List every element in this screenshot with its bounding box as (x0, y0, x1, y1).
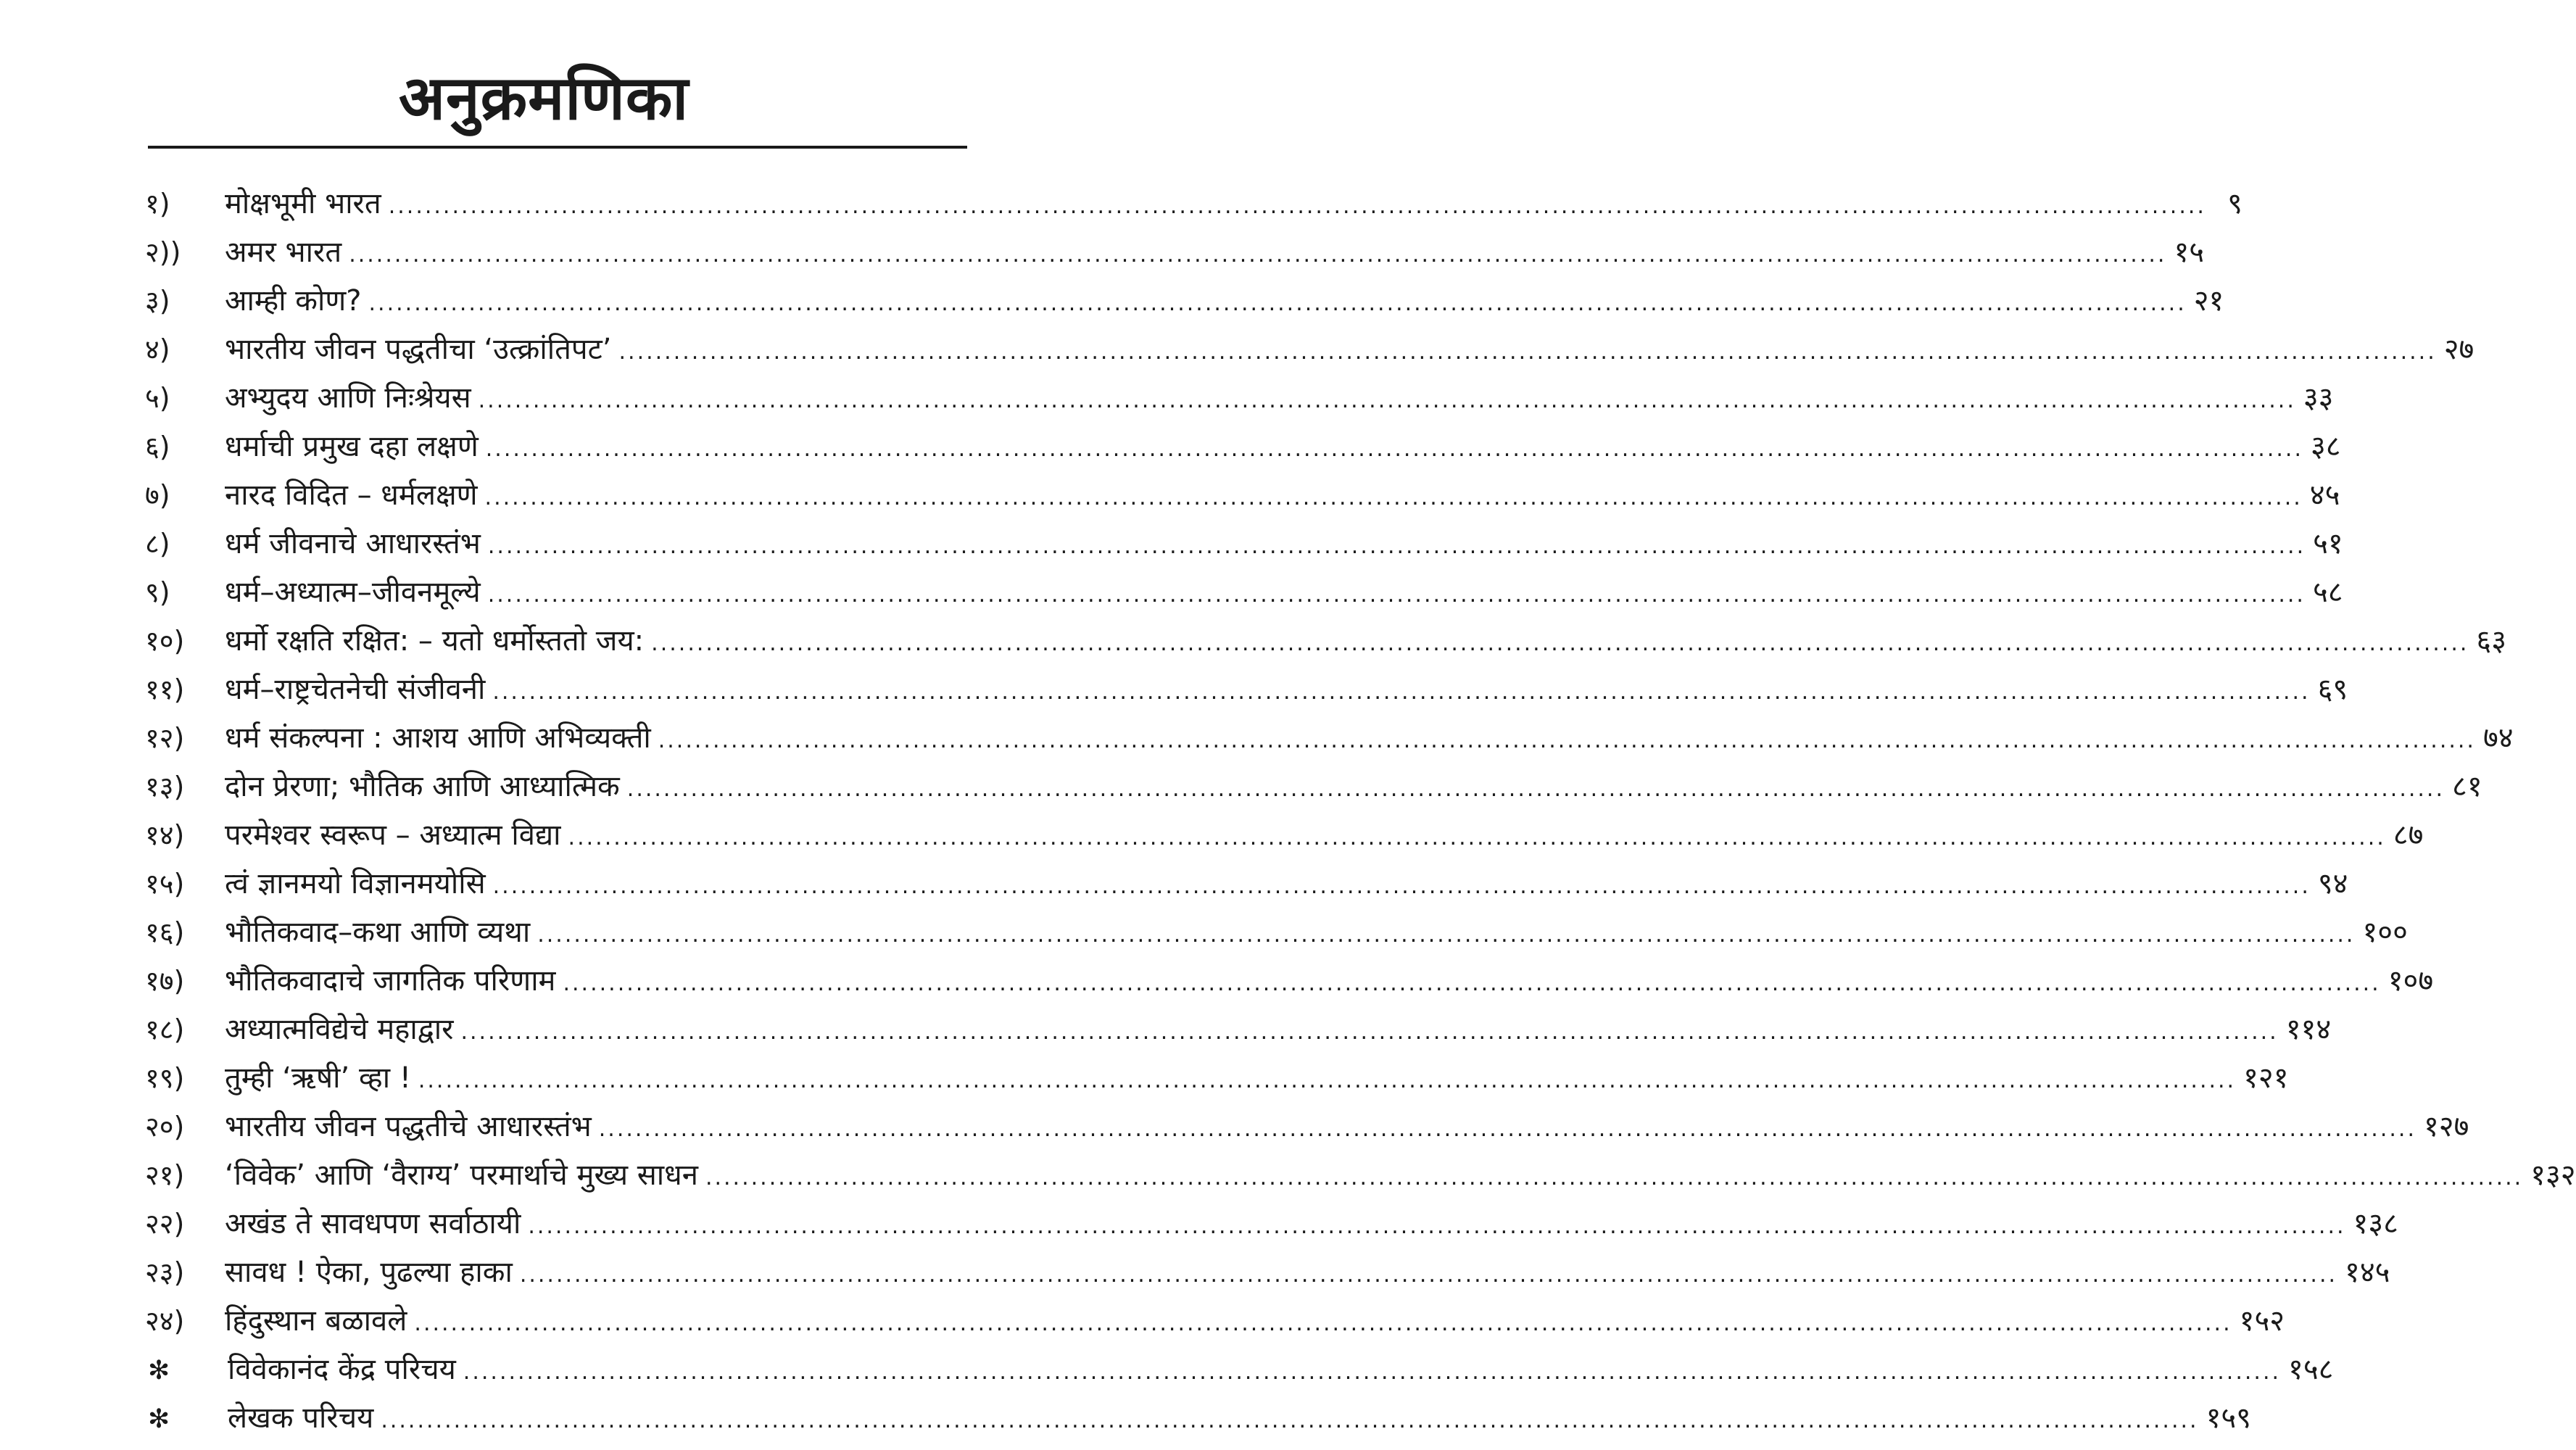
entry-title: भौतिकवाद–कथा आणि व्यथा (225, 916, 531, 949)
entry-number: २४) (145, 1305, 185, 1337)
dot-leader (479, 376, 2296, 425)
entry-page-number: ५८ (2312, 576, 2343, 609)
dot-leader (488, 522, 2306, 571)
dot-leader (488, 571, 2306, 619)
toc-entry (145, 714, 2514, 763)
dot-leader (369, 279, 2187, 328)
entry-number: १६) (145, 916, 185, 948)
entry-title: धर्म–अध्यात्म–जीवनमूल्ये (225, 576, 481, 609)
entry-page-number: २७ (2443, 333, 2474, 366)
entry-page-number: ९४ (2317, 867, 2348, 900)
entry-number: ३) (145, 285, 170, 317)
toc-entry (145, 180, 2242, 228)
dot-leader (520, 1251, 2337, 1299)
entry-title: धर्म जीवनाचे आधारस्तंभ (225, 527, 481, 560)
entry-number: ७) (145, 479, 170, 511)
entry-title: अखंड ते सावधपण सर्वाठायी (225, 1207, 521, 1240)
entry-title: त्वं ज्ञानमयो विज्ञानमयोसि (225, 867, 486, 900)
toc-entry (145, 666, 2348, 714)
toc-entry (145, 908, 2408, 957)
entry-page-number: ८७ (2393, 819, 2424, 852)
entry-number: १४) (145, 819, 185, 851)
toc-entry (145, 326, 2474, 374)
dot-leader (493, 862, 2311, 911)
entry-title: भारतीय जीवन पद्धतीचा ‘उत्क्रांतिपट’ (225, 333, 612, 366)
entry-page-number: १०० (2362, 916, 2408, 949)
entry-number: २३) (145, 1256, 185, 1288)
toc-entry (145, 860, 2348, 908)
dot-leader (463, 1348, 2281, 1396)
toc-entry (145, 763, 2482, 811)
asterisk-icon: ✻ (148, 1356, 170, 1385)
toc-entry (145, 568, 2343, 617)
dot-leader (658, 716, 2476, 765)
toc-entry (145, 374, 2334, 423)
toc-entry (145, 1151, 2576, 1200)
toc-entry (145, 520, 2343, 568)
toc-entry (145, 228, 2205, 277)
entry-number: ४) (145, 334, 170, 365)
toc-entry (145, 811, 2424, 860)
entry-title: सावध ! ऐका, पुढल्या हाका (225, 1256, 513, 1289)
entry-title: अभ्युदय आणि निःश्रेयस (225, 381, 471, 415)
entry-number: १२) (145, 722, 185, 754)
dot-leader (705, 1153, 2523, 1202)
entry-page-number: ३३ (2303, 381, 2334, 415)
toc-entry (145, 1248, 2390, 1297)
entry-title: परमेश्वर स्वरूप – अध्यात्म विद्या (225, 819, 561, 852)
entry-title: भौतिकवादाचे जागतिक परिणाम (225, 964, 556, 998)
toc-entry (145, 1006, 2332, 1054)
toc-list (145, 180, 2576, 1443)
entry-page-number: १५९ (2206, 1401, 2251, 1435)
dot-leader (414, 1299, 2232, 1348)
toc-entry (145, 1394, 2251, 1443)
dot-leader (528, 1202, 2345, 1251)
entry-title: अध्यात्मविद्येचे महाद्वार (225, 1013, 454, 1046)
dot-leader (537, 911, 2355, 959)
entry-title: धर्म–राष्ट्रचेतनेची संजीवनी (225, 673, 486, 706)
dot-leader (389, 182, 2206, 231)
entry-title: आम्ही कोण? (225, 284, 362, 318)
toc-entry (145, 423, 2341, 471)
entry-page-number: ६३ (2476, 624, 2507, 658)
dot-leader (485, 473, 2303, 522)
entry-title: नारद विदित – धर्मलक्षणे (225, 478, 478, 512)
dot-leader (651, 619, 2469, 668)
entry-page-number: १०७ (2387, 964, 2434, 998)
toc-entry (145, 957, 2434, 1006)
dot-leader (568, 813, 2386, 862)
entry-title: विवेकानंद केंद्र परिचय (228, 1353, 456, 1386)
entry-number: १५) (145, 868, 185, 900)
entry-title: अमर भारत (225, 236, 342, 269)
entry-title: ‘विवेक’ आणि ‘वैराग्य’ परमार्थाचे मुख्य साधन (225, 1159, 698, 1192)
entry-number: ९) (145, 576, 170, 608)
entry-number: २०) (145, 1111, 185, 1143)
entry-page-number: २१ (2193, 284, 2224, 318)
title-divider (148, 146, 967, 149)
toc-entry (145, 1200, 2398, 1248)
entry-title: धर्म संकल्पना : आशय आणि अभिव्यक्ती (225, 721, 651, 755)
toc-entry (145, 1054, 2289, 1103)
entry-number: १८) (145, 1014, 185, 1045)
entry-number: ५) (145, 382, 170, 414)
toc-entry (145, 471, 2340, 520)
entry-title: धर्माची प्रमुख दहा लक्षणे (225, 430, 479, 463)
entry-number: १) (145, 188, 170, 220)
entry-page-number: १२७ (2423, 1110, 2469, 1143)
entry-page-number: ५१ (2313, 527, 2343, 560)
entry-number: ११) (145, 674, 185, 705)
entry-title: दोन प्रेरणा; भौतिक आणि आध्यात्मिक (225, 770, 620, 803)
entry-number: २१) (145, 1159, 185, 1191)
entry-number: २)) (145, 236, 181, 268)
entry-page-number: ४५ (2309, 478, 2340, 512)
dot-leader (492, 668, 2310, 716)
entry-page-number: ११४ (2285, 1013, 2332, 1046)
dot-leader (418, 1056, 2236, 1105)
entry-page-number: ८१ (2452, 770, 2482, 803)
entry-page-number: १५८ (2288, 1353, 2334, 1386)
toc-entry (145, 277, 2224, 326)
entry-page-number: १३८ (2353, 1207, 2398, 1240)
entry-number: १९) (145, 1062, 185, 1094)
entry-title: हिंदुस्थान बळावले (225, 1304, 407, 1338)
dot-leader (460, 1008, 2278, 1056)
entry-title: मोक्षभूमी भारत (225, 187, 381, 220)
toc-entry (145, 1297, 2285, 1346)
page-title: अनुक्रमणिका (398, 62, 689, 133)
entry-title: लेखक परिचय (228, 1401, 374, 1435)
entry-number: १३) (145, 771, 185, 803)
entry-page-number: १४५ (2345, 1256, 2390, 1289)
entry-page-number: ७४ (2482, 721, 2514, 755)
entry-page-number: १३२ (2530, 1159, 2576, 1192)
entry-number: १७) (145, 965, 185, 997)
entry-page-number: ९ (2227, 187, 2242, 220)
toc-entry (145, 617, 2507, 666)
toc-entry (145, 1346, 2334, 1394)
toc-entry (145, 1103, 2469, 1151)
dot-leader (486, 425, 2303, 473)
dot-leader (627, 765, 2445, 813)
asterisk-icon: ✻ (148, 1404, 170, 1434)
dot-leader (619, 328, 2437, 376)
dot-leader (349, 231, 2166, 279)
entry-page-number: ६९ (2317, 673, 2348, 706)
entry-page-number: ३८ (2310, 430, 2341, 463)
dot-leader (599, 1105, 2416, 1153)
entry-title: तुम्ही ‘ऋषी’ व्हा ! (225, 1061, 411, 1095)
entry-number: ६) (145, 431, 170, 463)
dot-leader (381, 1396, 2198, 1445)
entry-number: १०) (145, 625, 185, 657)
entry-number: २२) (145, 1208, 185, 1240)
dot-leader (563, 959, 2380, 1008)
entry-title: भारतीय जीवन पद्धतीचे आधारस्तंभ (225, 1110, 592, 1143)
entry-page-number: १५ (2174, 236, 2205, 269)
entry-title: धर्मो रक्षति रक्षित: – यतो धर्मोस्ततो जय: (225, 624, 645, 658)
entry-page-number: १२१ (2243, 1061, 2289, 1095)
entry-page-number: १५२ (2239, 1304, 2285, 1338)
entry-number: ८) (145, 528, 170, 560)
